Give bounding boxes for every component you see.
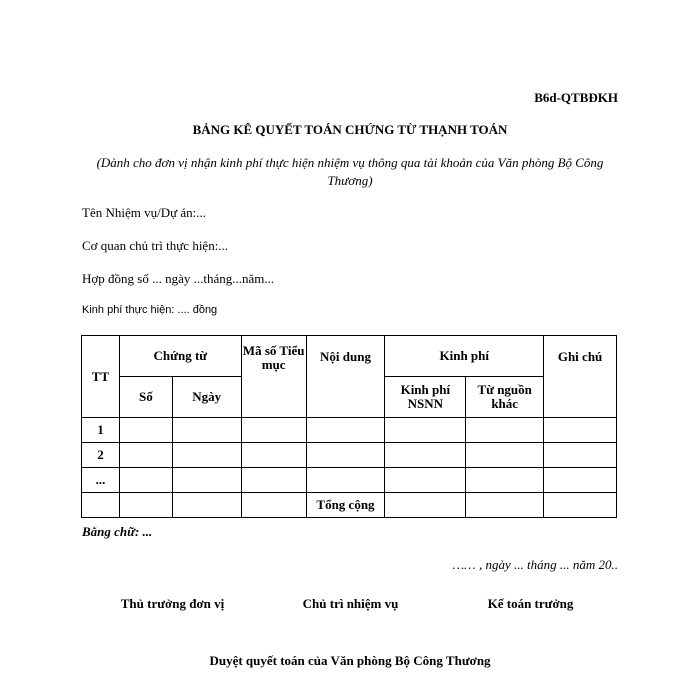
header-tt: TT [82, 336, 120, 418]
header-ma-so: Mã số Tiểu mục [241, 336, 306, 418]
document-subtitle: (Dành cho đơn vị nhận kinh phí thực hiện nhiệm vụ thông qua tài khoản của Văn phòng Bộ Công Thương) [96, 155, 604, 188]
approval-line: Duyệt quyết toán của Văn phòng Bộ Công Thương [209, 653, 491, 668]
amount-in-words: Bằng chữ: ... [82, 524, 153, 539]
total-label: Tổng cộng [306, 493, 385, 518]
table-row [82, 418, 617, 443]
header-chung-tu: Chứng từ [119, 336, 241, 377]
header-ngay: Ngày [172, 377, 241, 418]
header-ghi-chu: Ghi chú [544, 336, 617, 418]
table-row [82, 443, 617, 468]
header-kp-nsnn: Kinh phí NSNN [385, 377, 466, 418]
settlement-table [81, 335, 617, 518]
signature-chief-accountant: Kế toán trưởng [487, 596, 574, 611]
funding-field: Kinh phí thực hiện: .... đồng [82, 304, 218, 316]
header-tu-nguon-khac: Từ nguồn khác [466, 377, 544, 418]
document-title: BẢNG KÊ QUYẾT TOÁN CHỨNG TỪ THẠNH TOÁN [192, 122, 508, 137]
signature-head-of-unit: Thủ trưởng đơn vị [120, 596, 225, 611]
row-number: 1 [82, 418, 120, 443]
header-noi-dung: Nội dung [306, 336, 385, 418]
total-row [82, 493, 617, 518]
table-row [82, 468, 617, 493]
contract-field: Hợp đồng số ... ngày ...tháng...năm... [82, 271, 275, 286]
date-line: …… , ngày ... tháng ... năm 20.. [452, 557, 618, 572]
project-name-field: Tên Nhiệm vụ/Dự án:... [82, 205, 207, 220]
row-number: ... [82, 468, 120, 493]
form-code: B6d-QTBĐKH [534, 90, 618, 105]
signature-task-lead: Chủ trì nhiệm vụ [302, 596, 399, 611]
row-number: 2 [82, 443, 120, 468]
header-so: Số [119, 377, 172, 418]
header-kinh-phi: Kinh phí [385, 336, 544, 377]
agency-field: Cơ quan chủ trì thực hiện:... [82, 238, 229, 253]
